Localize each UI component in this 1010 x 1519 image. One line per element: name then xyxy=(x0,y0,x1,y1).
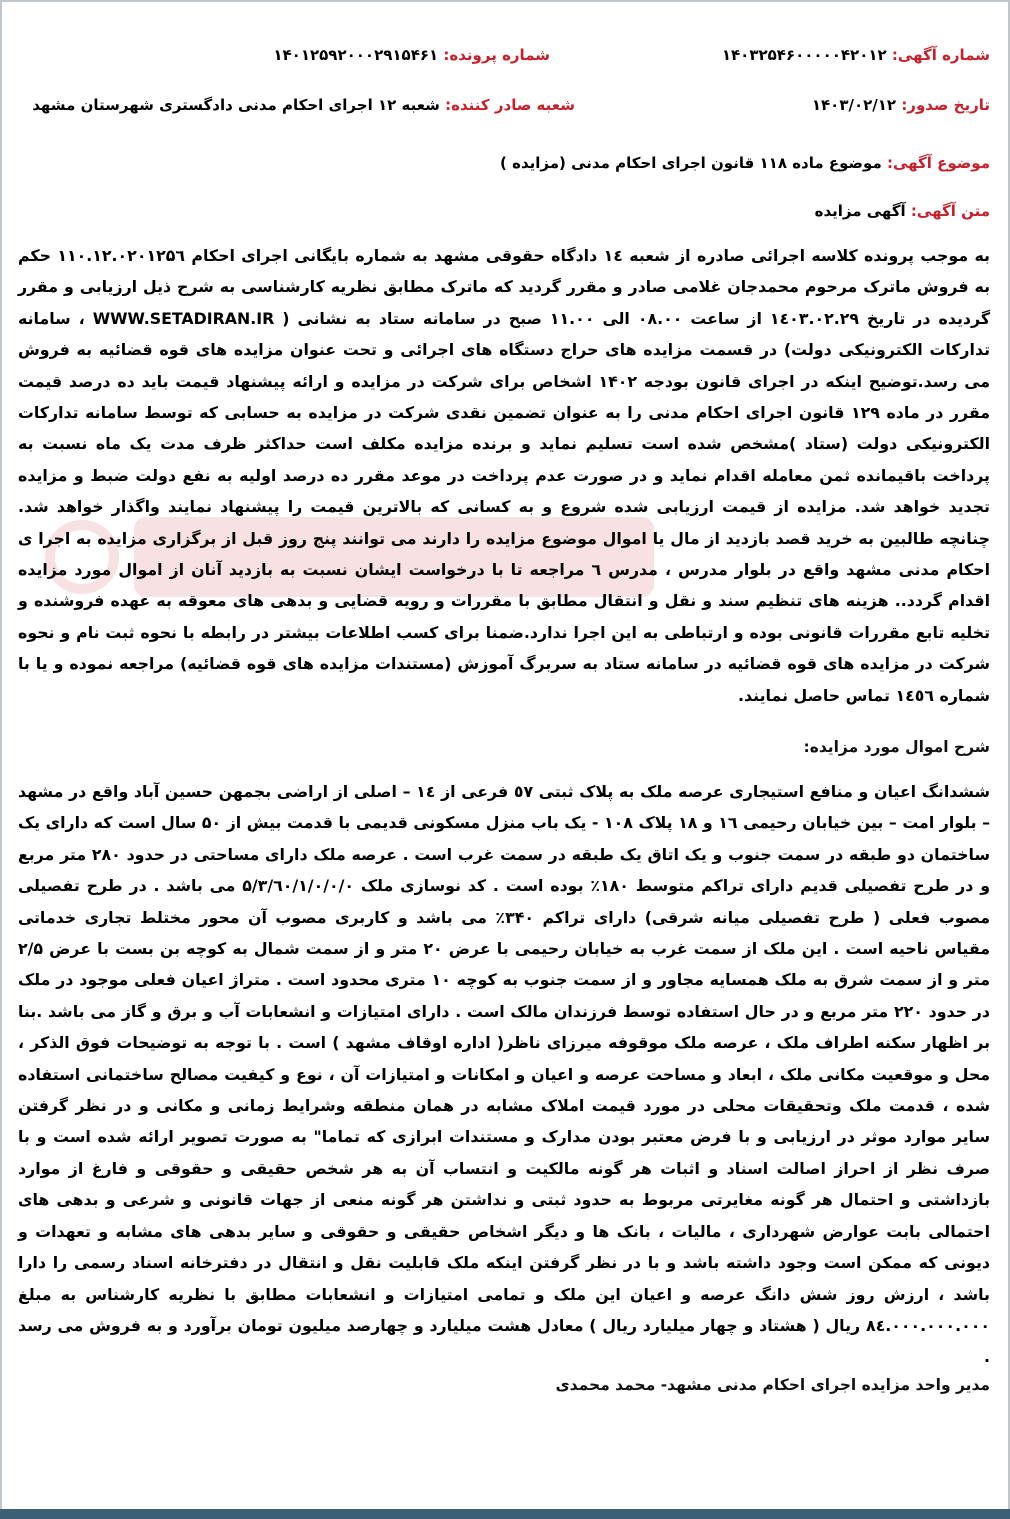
issuer-value: شعبه ۱۲ اجرای احکام مدنی دادگستری شهرستان مشهد xyxy=(32,96,440,114)
subject xyxy=(500,154,990,172)
case-number xyxy=(273,46,550,64)
case-number-label: شماره پرونده: xyxy=(443,46,550,64)
property-description: ششدانگ اعیان و منافع استیجاری عرصه ملک به پلاک ثبتی ٥۷ فرعی از ۱٤ – اصلی از اراضی بجمهن حسین آباد واقع در مشهد – بلوار امت – بین خیابان رحیمی ۱٦ و ۱۸ پلاک ۱۰۸ - یک باب منزل مسکونی قدیمی با قدمت بیش از ۵۰ سال است که دارای یک ساختمان دو طبقه در سمت جنوب و یک اتاق یک طبقه در سمت غرب است . عرصه ملک دارای مساحتی در حدود ۲۸۰ متر مربع و در طرح تفصیلی قدیم دارای تراکم متوسط ۱۸۰٪ بوده است . کد نوسازی ملک ۵/۳/٦۰/۱/۰/۰/۰ می باشد . در طرح تفصیلی مصوب فعلی ( طرح تفصیلی میانه شرقی) دارای تراکم ۳۴۰٪ می باشد و کاربری مصوب آن محور مختلط تجاری خدماتی مقیاس ناحیه است . این ملک از سمت غرب به خیابان رحیمی با عرض ۲۰ متر و از سمت شمال به کوچه بن بست با عرض ۲/۵ متر و از سمت شرق به ملک همسایه مجاور و از سمت جنوب به کوچه ۱۰ متری محدود است . متراژ اعیان فعلی موجود در ملک در حدود ۲۲۰ متر مربع و در حال استفاده توسط فرزندان مالک است . دارای امتیازات و انشعابات آب و برق و گاز می باشد .بنا بر اظهار سکنه اطراف ملک ، عرصه ملک موقوفه میرزای ناظر( اداره اوقاف مشهد ) است . با توجه به توضیحات فوق الذکر ، محل و موقعیت مکانی ملک ، ابعاد و مساحت عرصه و اعیان و امکانات و امتیازات آن ، نوع و کیفیت مصالح ساختمانی استفاده شده ، قدمت ملک وتحقیقات محلی در مورد قیمت املاک مشابه در همان منطقه وشرایط زمانی و مکانی و در نظر گرفتن سایر موارد موثر در ارزیابی و با فرض معتبر بودن مدارک و مستندات ابرازی که تماما" به صورت تصویر ارائه شده است و با صرف نظر از احراز اصالت اسناد و اثبات هر گونه مالکیت و انتساب آن به هر شخص حقیقی و حقوقی و فارغ از موارد بازداشتی و احتمال هر گونه مغایرتی مربوط به حدود ثبتی و نداشتن هر گونه منعی از جهات قانونی و شرعی و بدهی های احتمالی بابت عوارض شهرداری ، مالیات ، بانک ها و دیگر اشخاص حقیقی و حقوقی و سایر بدهی های مشابه و تعهدات و دیونی که ممکن است وجود داشته باشد و با در نظر گرفتن اینکه ملک قابلیت نقل و انتقال در دفترخانه اسناد رسمی را دارا باشد ، ارزش روز شش دانگ عرصه و اعیان این ملک و تمامی امتیازات و انشعابات مطابق با نظریه کارشناس به مبلغ ۸٤.۰۰۰.۰۰۰.۰۰۰ ریال ( هشتاد و چهار میلیارد ریال ) معادل هشت میلیارد و چهارصد میلیون تومان برآورد و به فروش می رسد . xyxy=(18,782,991,1367)
body-heading xyxy=(815,202,990,220)
issue-date xyxy=(812,96,990,114)
property-description-title: شرح اموال مورد مزایده: xyxy=(803,738,990,756)
footer-bar xyxy=(0,1509,1010,1519)
auction-paragraph: به موجب پرونده کلاسه اجرائی صادره از شعبه ۱٤ دادگاه حقوقی مشهد به شماره بایگانی اجرای احکام ۱۱۰.۱۲.۰۲۰۱۲۵٦ حکم به فروش ماترک مرحوم محمدجان غلامی صادر و مقرر گردید که ماترک مطابق نظریه کارشناسی به شرح ذیل ارزیابی و مقرر گردیده در تاریخ ۱٤۰۳.۰۲.۲۹ از ساعت ۰۸.۰۰ الی ۱۱.۰۰ صبح در سامانه ستاد به نشانی ( WWW.SETADIRAN.IR ، سامانه تدارکات الکترونیکی دولت) در قسمت مزایده های حراج دستگاه های اجرائی و تحت عنوان مزایده های قوه قضائیه به فروش می رسد.توضیح اینکه در اجرای قانون بودجه ۱۴۰۲ اشخاص برای شرکت در مزایده و ارائه پیشنهاد قیمت باید ده درصد قیمت مقرر در ماده ۱۲۹ قانون اجرای احکام مدنی را به عنوان تضمین نقدی شرکت در مزایده به حسابی که توسط سامانه تدارکات الکترونیکی دولت (ستاد )مشخص شده است تسلیم نماید و برنده مزایده مکلف است حداکثر ظرف مدت یک ماه نسبت به پرداخت باقیمانده ثمن معامله اقدام نماید و در صورت عدم پرداخت در موعد مقرر ده درصد اولیه به نفع دولت ضبط و مزایده تجدید خواهد شد. مزایده از قیمت ارزیابی شده شروع و به کسانی که بالاترین قیمت را پیشنهاد نمایند واگذار خواهد شد. چنانچه طالبین به خرید قصد بازدید از مال یا اموال موضوع مزایده را دارند می توانند پنج روز قبل از برگزاری مزایده به اجرا ی احکام مدنی مشهد واقع در بلوار مدرس ، مدرس ٦ مراجعه تا با درخواست ایشان نسبت به بازدید آنان از اموال مورد مزایده اقدام گردد.. هزینه های تنظیم سند و نقل و انتقال مطابق با مقررات و رویه قضایی و بدهی های معوقه به عهده فروشنده و تخلیه تابع مقررات قانونی بوده و ارتباطی به این اجرا ندارد.ضمنا برای کسب اطلاعات بیشتر در رابطه با نحوه ثبت نام و نحوه شرکت در مزایده های قوه قضائیه در سامانه ستاد به سربرگ آموزش (مستندات مزایده های قوه قضائیه) مراجعه نموده و یا با شماره ۱٤٥٦ تماس حاصل نمایند. xyxy=(18,246,991,705)
ad-number-label: شماره آگهی: xyxy=(891,46,990,64)
body-title: آگهی مزایده xyxy=(814,202,906,220)
subject-value: موضوع ماده ۱۱۸ قانون اجرای احکام مدنی (مزایده ) xyxy=(500,154,882,172)
ad-number xyxy=(722,46,990,64)
issue-date-label: تاریخ صدور: xyxy=(901,96,990,114)
issue-date-value: ۱۴۰۳/۰۲/۱۲ xyxy=(811,96,897,114)
issuer-label: شعبه صادر کننده: xyxy=(445,96,575,114)
ad-number-value: ۱۴۰۳۲۵۴۶۰۰۰۰۰۴۲۰۱۲ xyxy=(721,46,887,64)
signature: مدیر واحد مزایده اجرای احکام مدنی مشهد- محمد محمدی xyxy=(555,1376,990,1394)
issuer xyxy=(32,96,575,114)
body-label: متن آگهی: xyxy=(910,202,990,220)
case-number-value: ۱۴۰۱۲۵۹۲۰۰۰۲۹۱۵۴۶۱ xyxy=(273,46,439,64)
subject-label: موضوع آگهی: xyxy=(886,154,990,172)
